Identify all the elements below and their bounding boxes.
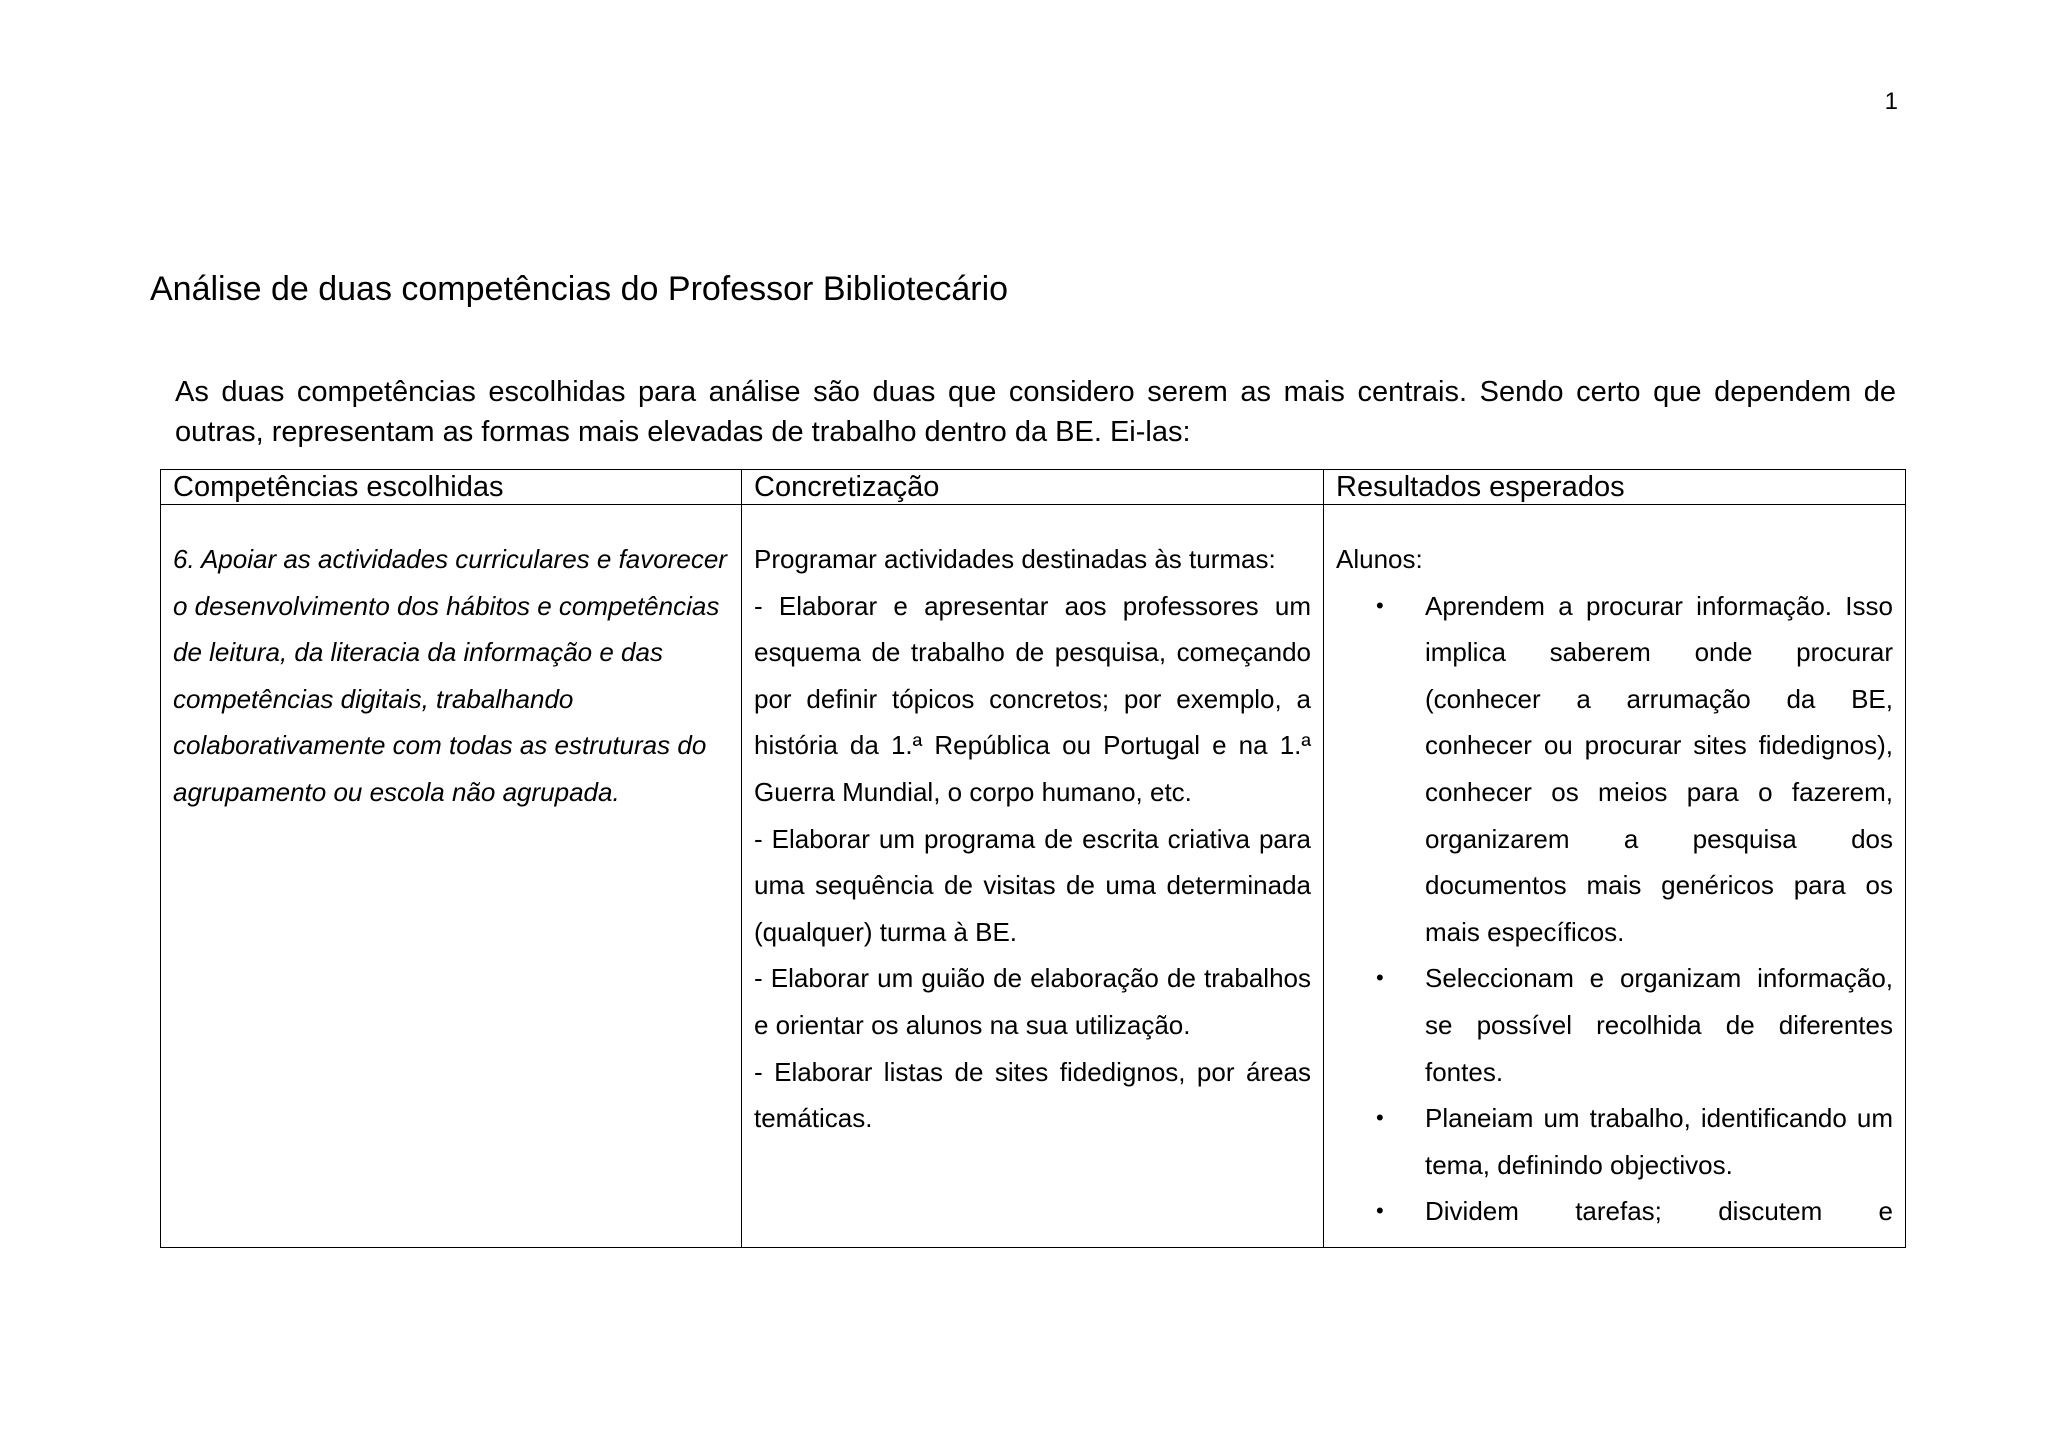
list-item [1336, 955, 1893, 1095]
concretizacao-item: - Elaborar um guião de elaboração de trabalhos e orientar os alunos na sua utilização. [754, 963, 1311, 1040]
header-concretizacao: Concretização [742, 470, 1324, 505]
page-number: 1 [1884, 88, 1898, 115]
list-item [1336, 1188, 1893, 1235]
resultado-text: Seleccionam e organizam informação, se possível recolhida de diferentes fontes. [1425, 963, 1893, 1087]
table-header-row [161, 470, 1906, 505]
bullet-icon: • [1376, 1198, 1384, 1224]
bullet-icon: • [1376, 592, 1384, 618]
resultado-text: Aprendem a procurar informação. Isso implica saberem onde procurar (conhecer a arrumação da BE, conhecer ou procurar sites fidedignos), conhecer os meios para o fazerem, organizarem a pesquisa dos documentos mais genéricos para os mais específicos. [1425, 590, 1893, 947]
intro-paragraph: As duas competências escolhidas para análise são duas que considero serem as mais centrais. Sendo certo que dependem de outras, representam as formas mais elevadas de trabalho dentro da BE. Ei-las: [175, 376, 1896, 448]
competencies-table [160, 469, 1906, 1248]
bullet-icon: • [1376, 965, 1384, 991]
header-competencias: Competências escolhidas [161, 470, 742, 505]
concretizacao-item: - Elaborar um programa de escrita criativa para uma sequência de visitas de uma determinada (qualquer) turma à BE. [754, 823, 1311, 947]
resultados-content [1336, 505, 1893, 1235]
concretizacao-cell [742, 505, 1324, 1248]
concretizacao-item: - Elaborar e apresentar aos professores um esquema de trabalho de pesquisa, começando por definir tópicos concretos; por exemplo, a história da 1.ª República ou Portugal e na 1.ª Guerra Mundial, o corpo humano, etc. [754, 590, 1311, 807]
concretizacao-list [754, 505, 1311, 1142]
list-item [1336, 1095, 1893, 1188]
resultado-text: Planeiam um trabalho, identificando um tema, definindo objectivos. [1425, 1103, 1893, 1180]
resultados-cell [1324, 505, 1906, 1248]
resultado-text: Dividem tarefas; discutem e [1425, 1196, 1893, 1227]
resultados-list [1336, 583, 1893, 1235]
concretizacao-item: Programar actividades destinadas às turmas: [754, 544, 1276, 574]
competencia-text: 6. Apoiar as actividades curriculares e favorecer o desenvolvimento dos hábitos e competências de leitura, da literacia da informação e das competências digitais, trabalhando colaborativamente com todas as estruturas do agrupamento ou escola não agrupada. [173, 544, 727, 807]
resultados-intro: Alunos: [1336, 544, 1423, 574]
list-item [1336, 583, 1893, 956]
document-title: Análise de duas competências do Professor Bibliotecário [150, 270, 1009, 308]
concretizacao-item: - Elaborar listas de sites fidedignos, por áreas temáticas. [754, 1056, 1311, 1134]
table-row [161, 505, 1906, 1248]
header-resultados: Resultados esperados [1324, 470, 1906, 505]
bullet-icon: • [1376, 1105, 1384, 1131]
competencia-cell [161, 505, 742, 1248]
